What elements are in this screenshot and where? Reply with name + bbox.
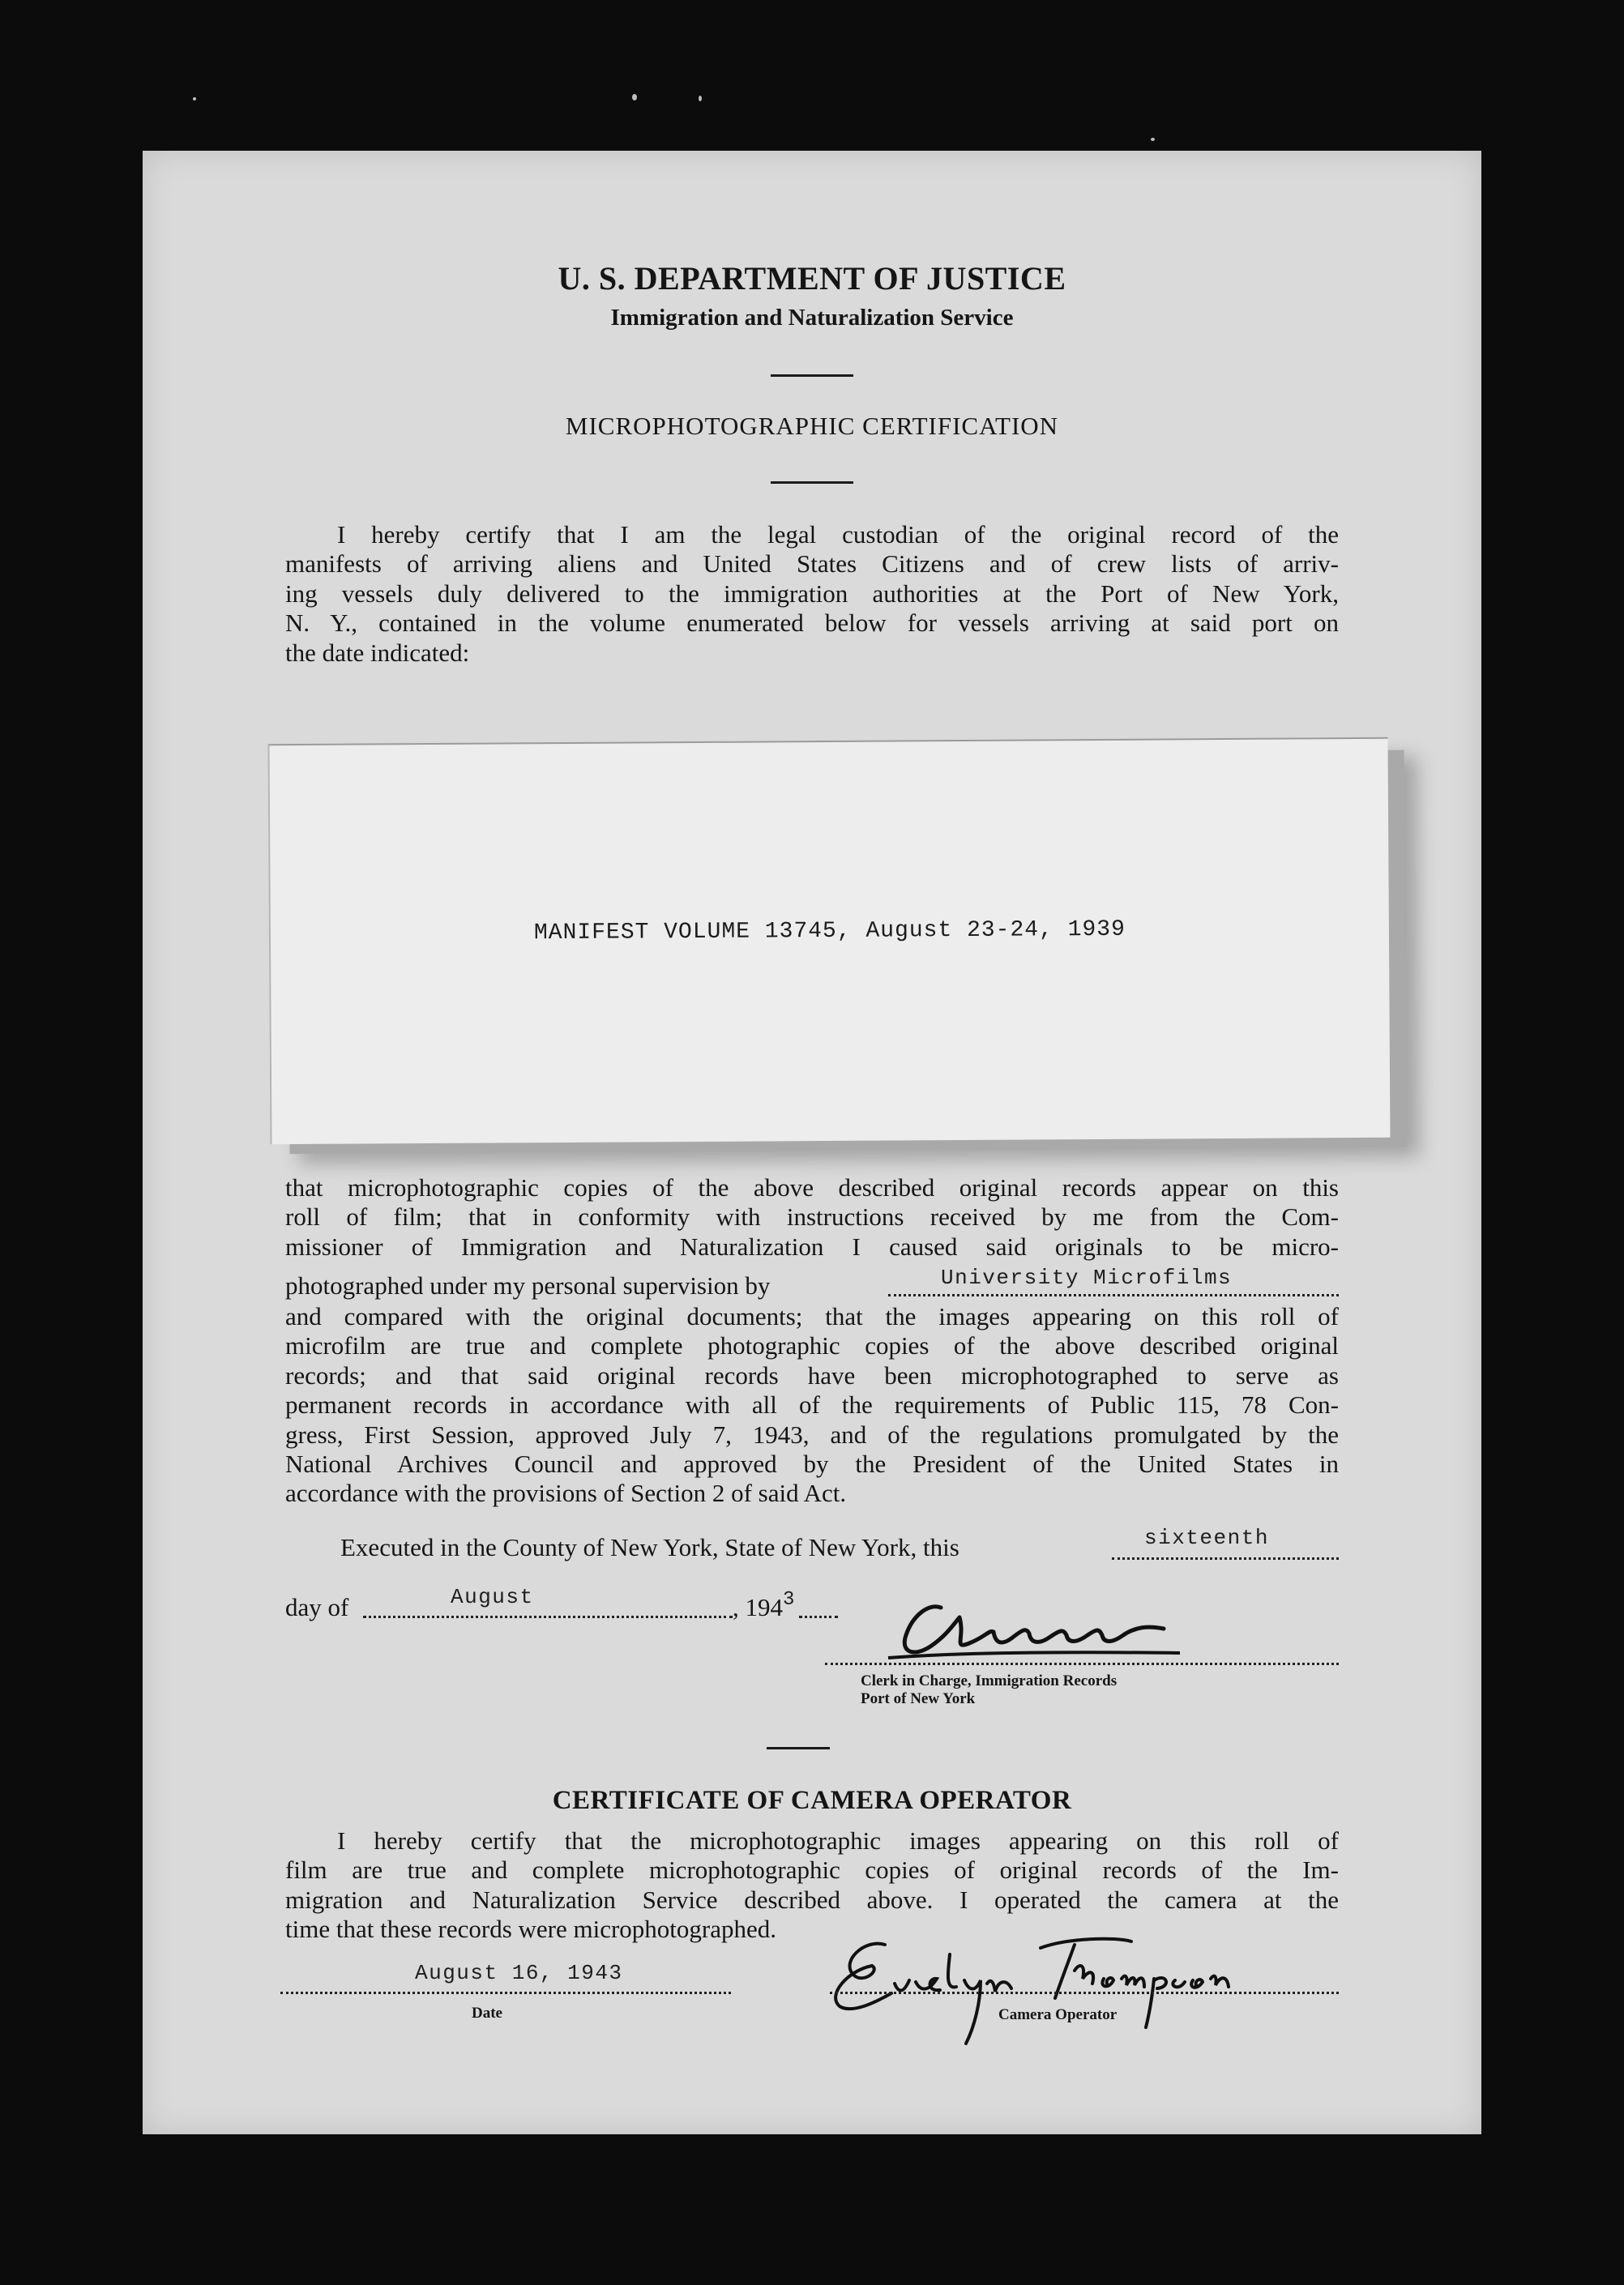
text-line: gress, First Session, approved July 7, 1943, and of the regulations promulgated by the <box>285 1420 1339 1449</box>
film-speck <box>193 97 196 100</box>
text-line: records; and that said original records have been microphotographed to serve as <box>285 1360 1339 1390</box>
year-prefix <box>733 1589 796 1622</box>
day-fill-line <box>1112 1557 1339 1560</box>
text-line: N. Y., contained in the volume enumerated below for vessels arriving at said port on <box>285 609 1339 638</box>
operator-date-value: August 16, 1943 <box>415 1961 623 1985</box>
executed-line <box>340 1533 959 1562</box>
volume-slip <box>268 737 1391 1144</box>
film-speck <box>632 94 637 100</box>
month-value: August <box>451 1585 534 1609</box>
operator-signature <box>807 1914 1261 2052</box>
year-fill-line <box>799 1616 838 1618</box>
film-speck <box>699 96 702 101</box>
supervision-prefix: photographed under my personal supervision by <box>285 1271 771 1300</box>
text-line: permanent records in accordance with all of the requirements of Public 115, 78 Con- <box>285 1390 1339 1420</box>
operator-signature-line <box>830 1992 1339 1994</box>
text-line: and compared with the original documents; that the images appearing on this roll of <box>285 1302 1339 1330</box>
text-line: microfilm are true and complete photographic copies of the above described original <box>285 1331 1339 1360</box>
day-of-label: day of <box>285 1593 349 1621</box>
document-sheet <box>143 151 1481 2134</box>
text-line: I hereby certify that the microphotographic images appearing on this roll of <box>337 1826 1339 1855</box>
film-speck <box>1151 138 1155 141</box>
operator-role-label: Camera Operator <box>998 2006 1118 2023</box>
text-line: accordance with the provisions of Section 2 of said Act. <box>285 1479 847 1508</box>
clerk-location: Port of New York <box>861 1690 976 1707</box>
date-label: Date <box>472 2005 502 2022</box>
clerk-signature <box>856 1593 1196 1674</box>
month-fill-line <box>363 1616 733 1618</box>
year-digit: 3 <box>783 1589 796 1611</box>
volume-slip-text: MANIFEST VOLUME 13745, August 23-24, 1939 <box>533 916 1126 946</box>
text-line: roll of film; that in conformity with instructions received by me from the Com- <box>285 1202 1339 1232</box>
text-line: National Archives Council and approved by the President of the United States in <box>285 1450 1339 1479</box>
divider <box>771 481 853 484</box>
text-line: manifests of arriving aliens and United States Citizens and of crew lists of arriv- <box>285 549 1339 579</box>
text-line: the date indicated: <box>285 638 470 667</box>
supervision-value: University Microfilms <box>941 1266 1233 1290</box>
text-line: time that these records were microphotographed. <box>285 1915 776 1944</box>
year-prefix-text: , 194 <box>733 1593 783 1621</box>
text-line: I hereby certify that I am the legal custodian of the original record of the <box>337 520 1339 549</box>
supervision-fill-line <box>888 1294 1339 1296</box>
divider <box>767 1747 830 1749</box>
text-line: film are true and complete microphotographic copies of original records of the Im- <box>285 1856 1339 1885</box>
service-subtitle: Immigration and Naturalization Service <box>610 305 1014 331</box>
clerk-signature-line <box>825 1663 1339 1665</box>
text-line: migration and Naturalization Service described above. I operated the camera at the <box>285 1885 1339 1914</box>
date-fill-line <box>280 1992 731 1994</box>
text-line: ing vessels duly delivered to the immigration authorities at the Port of New York, <box>285 579 1339 608</box>
day-value: sixteenth <box>1144 1526 1269 1550</box>
executed-text: Executed in the County of New York, State of New York, this <box>340 1533 959 1561</box>
clerk-title: Clerk in Charge, Immigration Records <box>861 1672 1118 1689</box>
intro-paragraph <box>285 520 1339 668</box>
divider <box>771 374 853 377</box>
operator-certificate-title: CERTIFICATE OF CAMERA OPERATOR <box>552 1786 1072 1815</box>
department-title: U. S. DEPARTMENT OF JUSTICE <box>558 260 1066 297</box>
text-line: that microphotographic copies of the above described original records appear on this <box>285 1173 1339 1202</box>
certification-title: MICROPHOTOGRAPHIC CERTIFICATION <box>565 412 1059 440</box>
text-line: missioner of Immigration and Naturalization I caused said originals to be micro- <box>285 1232 1339 1261</box>
body-paragraph-a <box>285 1173 1339 1262</box>
body-paragraph-b <box>285 1302 1339 1509</box>
